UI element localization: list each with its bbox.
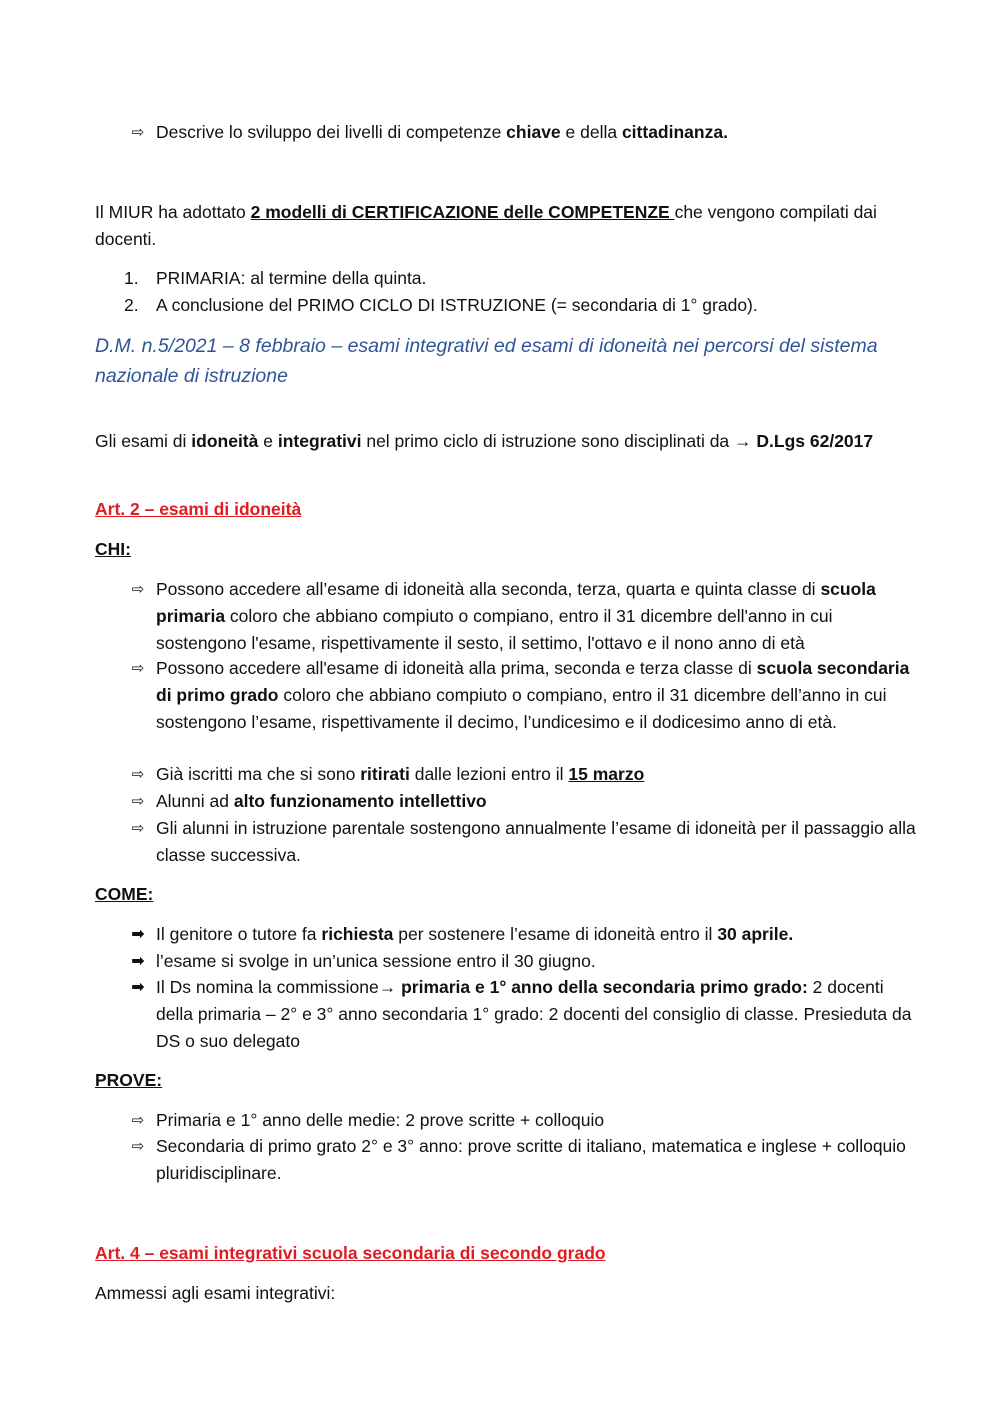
numbered-item-primaria: PRIMARIA: al termine della quinta. (156, 268, 427, 288)
bullet-competenze: Descrive lo sviluppo dei livelli di competenze chiave e della cittadinanza. (156, 122, 728, 142)
hollow-arrow-icon: ⇨ (131, 1112, 145, 1129)
numbered-item-primo-ciclo: A conclusione del PRIMO CICLO DI ISTRUZIONE (= secondaria di 1° grado). (156, 295, 758, 315)
chi-item-ritirati: Già iscritti ma che si sono ritirati dalle lezioni entro il 15 marzo (156, 764, 645, 784)
chi-item-istruzione-parentale: Gli alunni in istruzione parentale sostengono annualmente l’esame di idoneità per il passaggio alla classe successiva. (156, 818, 916, 865)
hollow-arrow-icon: ⇨ (131, 581, 145, 598)
hollow-arrow-icon: ⇨ (131, 124, 145, 141)
chi-item-primaria: Possono accedere all’esame di idoneità alla seconda, terza, quarta e quinta classe di scuola primaria coloro che abbiano compiuto o compiano, entro il 31 dicembre dell'anno in cui sostengono l'esame, rispettivamente il sesto, il settimo, l'ottavo e il nono anno di età (156, 579, 876, 653)
chi-label: CHI: (95, 539, 131, 559)
hollow-arrow-icon: ⇨ (131, 766, 145, 783)
come-label: COME: (95, 884, 154, 904)
hollow-arrow-icon: ⇨ (131, 660, 145, 677)
come-item-sessione: l’esame si svolge in un’unica sessione entro il 30 giugno. (156, 951, 596, 971)
dm-heading: D.M. n.5/2021 – 8 febbraio – esami integrativi ed esami di idoneità nei percorsi del sistema nazionale di istruzione (95, 335, 878, 387)
hollow-arrow-icon: ⇨ (131, 1138, 145, 1155)
prove-item-primaria: Primaria e 1° anno delle medie: 2 prove scritte + colloquio (156, 1110, 605, 1130)
chi-item-alto-funzionamento: Alunni ad alto funzionamento intellettivo (156, 791, 487, 811)
bold-arrow-icon: ➡ (131, 953, 145, 970)
hollow-arrow-icon: ⇨ (131, 820, 145, 837)
list-number: 1. (124, 268, 139, 288)
art4-heading: Art. 4 – esami integrativi scuola secondaria di secondo grado (95, 1243, 606, 1263)
prove-item-secondaria: Secondaria di primo grato 2° e 3° anno: prove scritte di italiano, matematica e inglese + colloquio pluridisciplinare. (156, 1136, 906, 1183)
come-item-richiesta: Il genitore o tutore fa richiesta per sostenere l’esame di idoneità entro il 30 aprile. (156, 924, 794, 944)
ammessi-paragraph: Ammessi agli esami integrativi: (95, 1283, 336, 1303)
chi-item-secondaria: Possono accedere all'esame di idoneità alla prima, seconda e terza classe di scuola secondaria di primo grado coloro che abbiano compiuto o compiano, entro il 31 dicembre dell’anno in cui sostengono l’esame, rispettivamente il decimo, l’undicesimo e il dodicesimo anno di età. (156, 658, 910, 732)
arrow-right-icon: → (734, 431, 752, 451)
esami-paragraph: Gli esami di idoneità e integrativi nel primo ciclo di istruzione sono disciplinati da → D.Lgs 62/2017 (95, 431, 874, 451)
arrow-right-icon: → (378, 977, 397, 997)
bold-arrow-icon: ➡ (131, 926, 145, 943)
list-number: 2. (124, 295, 139, 315)
come-item-commissione: Il Ds nomina la commissione→ primaria e 1° anno della secondaria primo grado: 2 docenti della primaria – 2° e 3° anno secondaria 1° grado: 2 docenti del consiglio di classe. Presieduta da DS o suo delegato (156, 977, 912, 1051)
hollow-arrow-icon: ⇨ (131, 793, 145, 810)
bold-arrow-icon: ➡ (131, 979, 145, 996)
prove-label: PROVE: (95, 1070, 163, 1090)
miur-paragraph: Il MIUR ha adottato 2 modelli di CERTIFICAZIONE delle COMPETENZE che vengono compilati dai docenti. (95, 202, 877, 249)
art2-heading: Art. 2 – esami di idoneità (95, 499, 302, 519)
